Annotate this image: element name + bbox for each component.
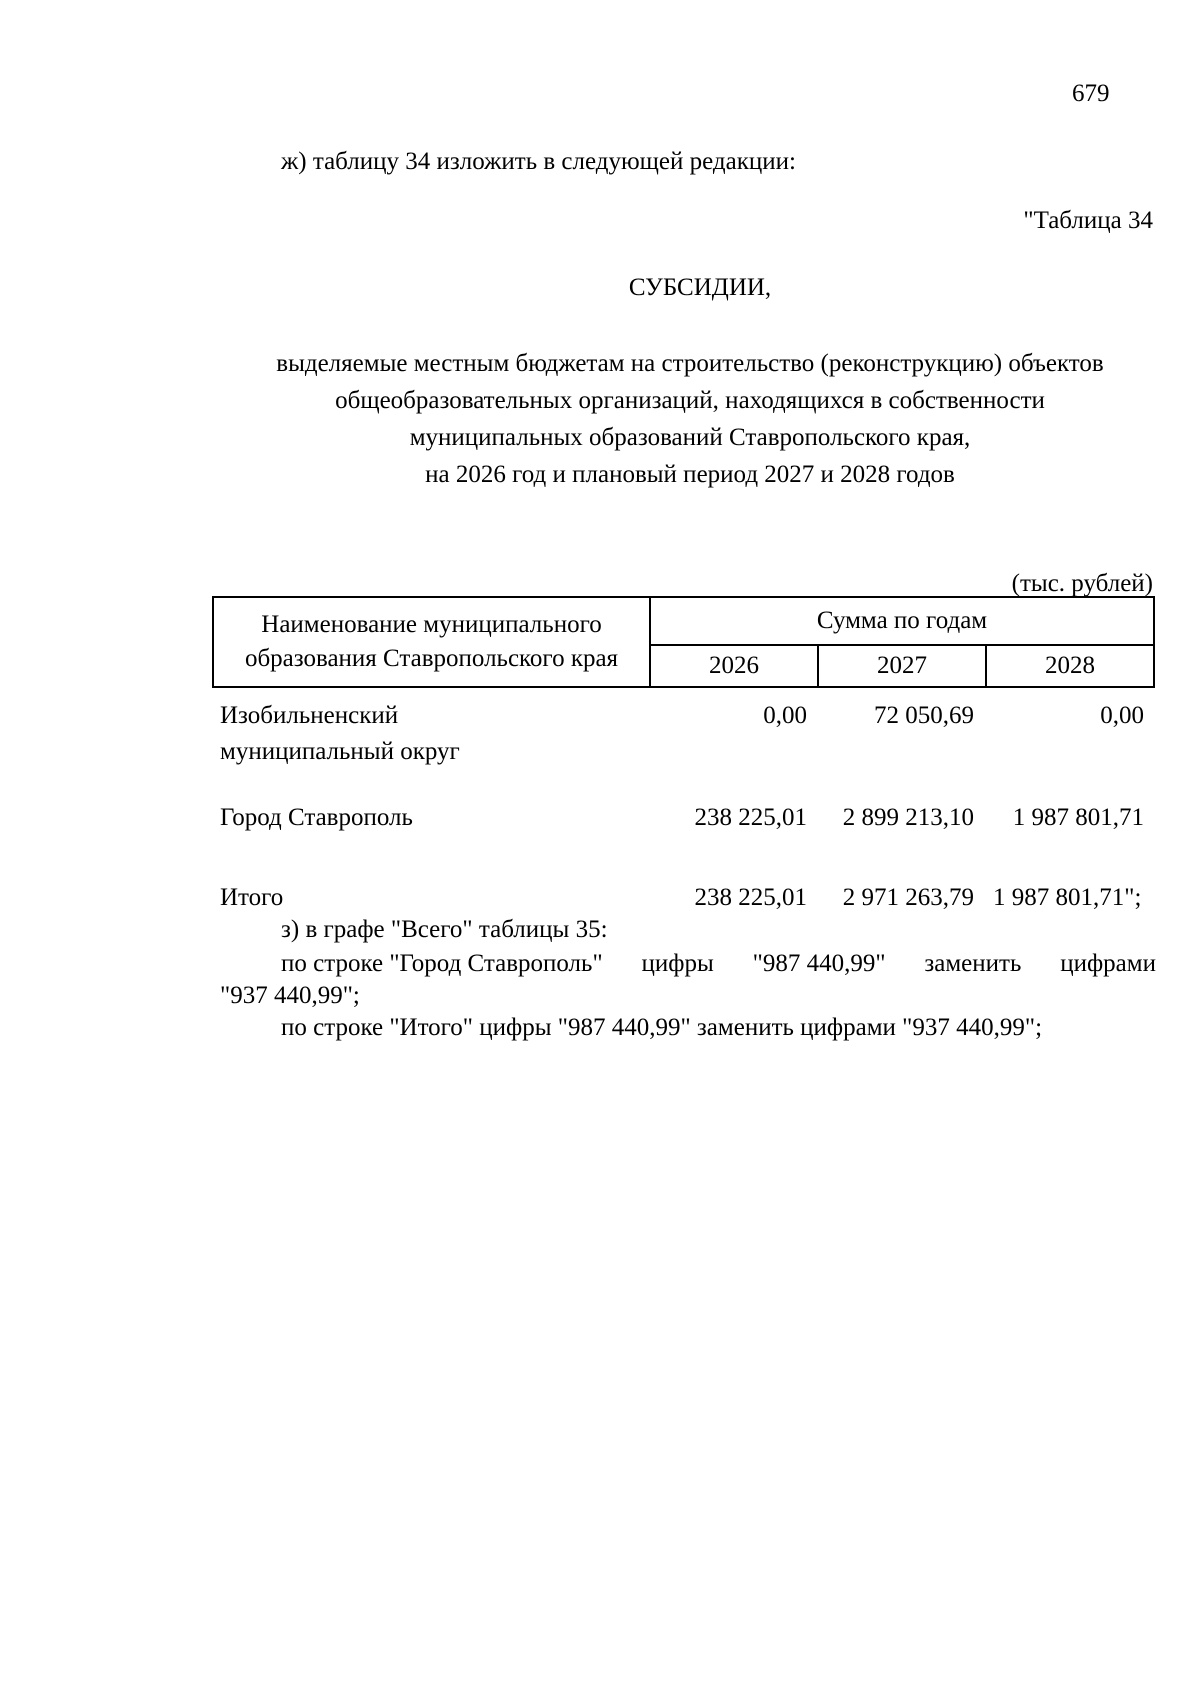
paragraph-itogo: по строке "Итого" цифры "987 440,99" заменить цифрами "937 440,99"; [281, 1014, 1043, 1041]
paragraph-stavropol [281, 948, 1156, 979]
header-year-2027: 2027 [818, 645, 986, 687]
paragraph-z: з) в графе "Всего" таблицы 35: [281, 916, 608, 943]
cell-2028: 0,00 [1100, 702, 1144, 729]
row-name-total: Итого [220, 884, 284, 911]
intro-paragraph: ж) таблицу 34 изложить в следующей редакции: [281, 148, 796, 175]
cell-2027: 72 050,69 [874, 702, 974, 729]
cell-2028-total: 1 987 801,71"; [993, 884, 1142, 911]
paragraph-word: заменить [924, 950, 1022, 977]
cell-2027-total: 2 971 263,79 [842, 884, 974, 911]
paragraph-word: по строке "Город Ставрополь" [281, 950, 603, 977]
row-name: Изобильненский [220, 702, 399, 729]
page-number: 679 [1072, 80, 1110, 107]
table-label: "Таблица 34 [1023, 207, 1153, 234]
cell-2026-total: 238 225,01 [694, 884, 807, 911]
document-subtitle [200, 345, 1180, 493]
row-name-cont: муниципальный округ [220, 738, 460, 765]
header-name-line: образования Ставропольского края [244, 645, 619, 672]
subtitle-line: выделяемые местным бюджетам на строительство (реконструкцию) объектов [276, 350, 1104, 377]
header-municipality-name [213, 597, 650, 687]
cell-2028: 1 987 801,71 [1012, 804, 1144, 831]
paragraph-word: цифрами [1060, 950, 1156, 977]
units-label: (тыс. рублей) [1011, 570, 1153, 597]
subtitle-line: на 2026 год и плановый период 2027 и 2028 годов [425, 461, 955, 488]
subtitle-line: общеобразовательных организаций, находящихся в собственности [335, 387, 1045, 414]
row-name: Город Ставрополь [220, 804, 413, 831]
header-year-2026: 2026 [650, 645, 818, 687]
header-sum-by-years: Сумма по годам [650, 597, 1154, 645]
cell-2026: 0,00 [763, 702, 807, 729]
document-title: СУБСИДИИ, [628, 274, 772, 301]
paragraph-word: цифры [641, 950, 714, 977]
table-header [212, 596, 1155, 688]
paragraph-word: "987 440,99" [752, 950, 886, 977]
header-name-line: Наименование муниципального [261, 611, 602, 638]
cell-2027: 2 899 213,10 [842, 804, 974, 831]
cell-2026: 238 225,01 [694, 804, 807, 831]
subtitle-line: муниципальных образований Ставропольского края, [409, 424, 971, 451]
header-year-2028: 2028 [986, 645, 1154, 687]
paragraph-stavropol-cont: "937 440,99"; [220, 982, 360, 1009]
